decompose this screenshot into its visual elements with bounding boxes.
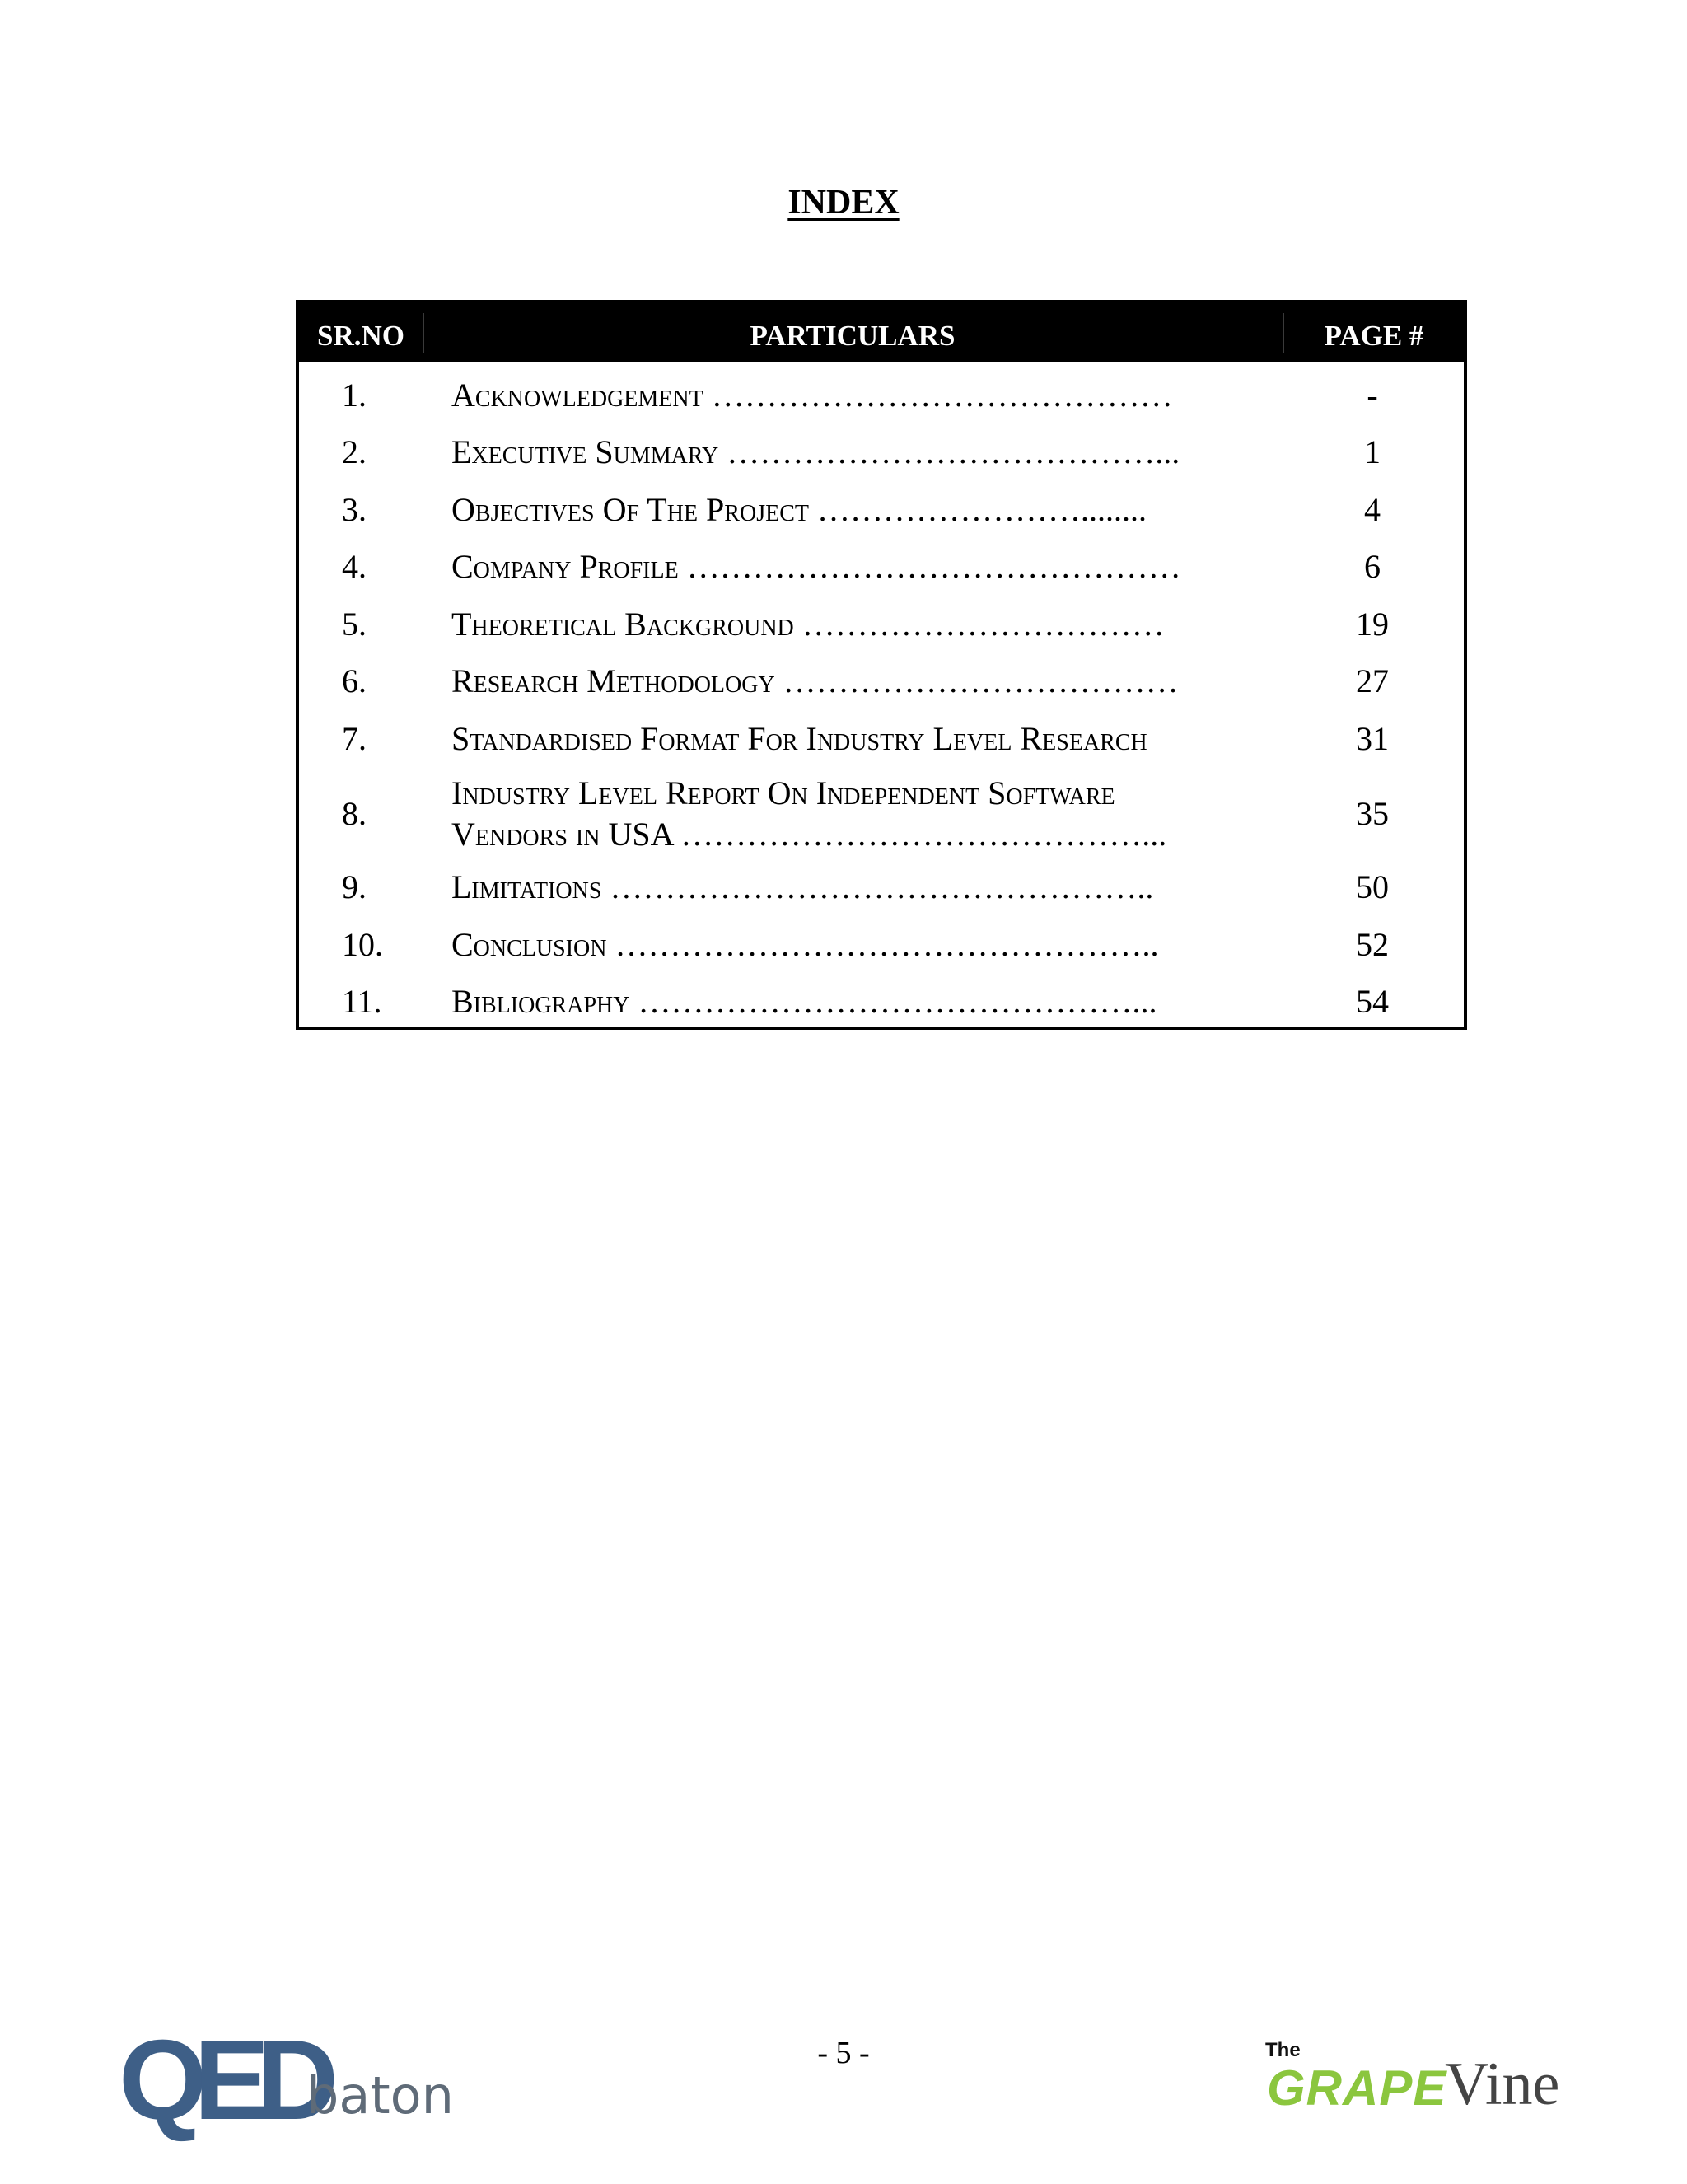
grapevine-logo-the: The	[1265, 2039, 1301, 2061]
row-page: 6	[1364, 548, 1381, 585]
row-page: 19	[1356, 606, 1389, 643]
row-page: -	[1367, 376, 1378, 414]
row-page: 27	[1356, 662, 1389, 699]
row-title: Conclusion …………………………………………..	[451, 926, 1159, 963]
row-title: Executive Summary …………………………………...	[451, 433, 1180, 470]
row-page: 1	[1364, 433, 1381, 470]
row-title-continued: Vendors in USA ……………………………………...	[451, 816, 1167, 853]
row-number: 1.	[342, 376, 367, 414]
row-number: 4.	[342, 548, 367, 585]
row-page: 31	[1356, 720, 1389, 757]
row-number: 7.	[342, 720, 367, 757]
row-title: Bibliography ………………………………………...	[451, 983, 1157, 1020]
row-page: 52	[1356, 926, 1389, 963]
row-title: Acknowledgement ……………………………………	[451, 376, 1173, 414]
row-title: Standardised Format For Industry Level Research	[451, 720, 1147, 757]
row-number: 9.	[342, 868, 367, 905]
row-number: 3.	[342, 491, 367, 528]
grapevine-logo-vine: Vine	[1445, 2051, 1560, 2118]
row-page: 35	[1356, 795, 1389, 832]
row-number: 2.	[342, 433, 367, 470]
page-title: INDEX	[787, 184, 900, 222]
row-title: Objectives Of The Project ……………………........	[451, 491, 1147, 528]
row-title: Limitations …………………………………………..	[451, 868, 1154, 905]
row-title: Theoretical Background ……………………………	[451, 606, 1165, 643]
row-page: 50	[1356, 868, 1389, 905]
row-title: Industry Level Report On Independent Software	[451, 774, 1115, 811]
page-number: - 5 -	[817, 2036, 870, 2070]
header-particulars: PARTICULARS	[750, 320, 956, 352]
index-table	[296, 300, 1467, 1030]
row-number: 10.	[342, 926, 383, 963]
row-page: 54	[1356, 983, 1389, 1020]
row-number: 5.	[342, 606, 367, 643]
row-number: 8.	[342, 795, 367, 832]
header-sr-no: SR.NO	[317, 320, 404, 352]
baton-logo-text: baton	[306, 2065, 454, 2126]
row-title: Research Methodology ………………………………	[451, 662, 1179, 699]
grapevine-logo	[1265, 2040, 1578, 2130]
grapevine-logo-grape: GRAPE	[1267, 2060, 1447, 2116]
table-header	[299, 303, 1464, 362]
row-page: 4	[1364, 491, 1381, 528]
qed-logo-mark: QED	[119, 2017, 326, 2144]
row-number: 6.	[342, 662, 367, 699]
row-number: 11.	[342, 983, 382, 1020]
row-title: Company Profile ………………………………………	[451, 548, 1181, 585]
header-page: PAGE #	[1324, 320, 1424, 352]
